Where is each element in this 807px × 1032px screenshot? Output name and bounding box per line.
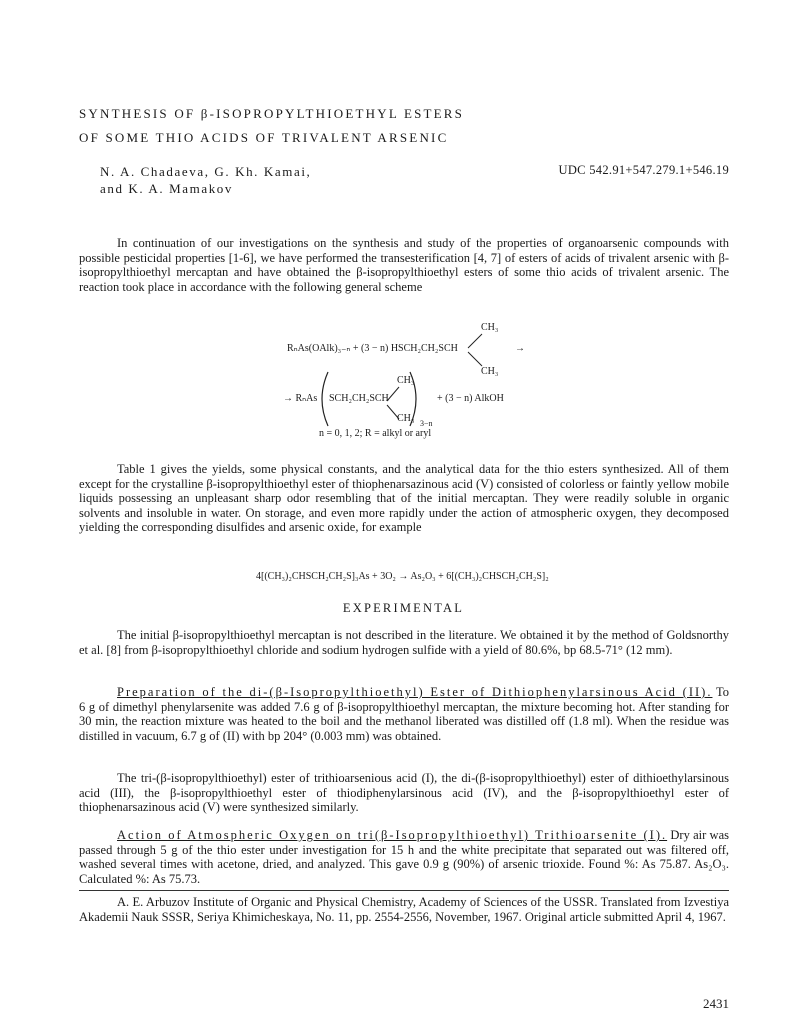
scheme-r2-subscript: 3−n <box>420 419 433 428</box>
atmospheric-oxygen-paragraph <box>79 828 729 886</box>
scheme-r2-lhs: → RₙAs <box>283 393 318 404</box>
preparation-di-ester-text: To 6 g of dimethyl phenylarsenite was added 7.6 g of β-isopropylthioethyl mercaptan, the mixture becoming hot. After standing for 30 min, the reaction mixture was heated to the boil and the methanol liberated was distilled off (1.8 ml). When the residue was distilled in vacuum, 6.7 g of (II) with bp 204° (0.003 mm) was obtained. <box>79 685 730 743</box>
footnote: A. E. Arbuzov Institute of Organic and Physical Chemistry, Academy of Sciences of the USSR. Translated from Izvestiya Akademii Nauk SSSR, Seriya Khimicheskaya, No. 11, pp. 2554-2556, November, 1967. Original article submitted April 4, 1967. <box>79 895 729 924</box>
scheme-r2-ch3-bottom: CH₃ <box>397 413 415 424</box>
udc-code: UDC 542.91+547.279.1+546.19 <box>558 163 729 177</box>
table-paragraph: Table 1 gives the yields, some physical constants, and the analytical data for the thio esters synthesized. All of them except for the crystalline β-isopropylthioethyl ester of thiophenarsazinous acid (V) consisted of colorless or faintly yellow mobile liquids possessing an unpleasant sharp odor resembling that of the initial mercaptan. They were readily soluble in organic solvents and insoluble in water. On storage, and even more rapidly under the action of atmospheric oxygen, they decomposed yielding the corresponding disulfides and arsenic oxide, for example <box>79 462 729 535</box>
scheme-r2-rhs: + (3 − n) AlkOH <box>437 393 504 404</box>
page-number: 2431 <box>703 996 729 1011</box>
preparation-di-ester-heading: Preparation of the di-(β-Isopropylthioethyl) Ester of Dithiophenylarsinous Acid (II). <box>117 685 713 699</box>
scheme-r1-ch3-top: CH₃ <box>481 322 499 333</box>
preparation-di-ester-paragraph <box>79 685 729 743</box>
atmospheric-oxygen-heading: Action of Atmospheric Oxygen on tri(β-Isopropylthioethyl) Trithioarsenite (I). <box>117 828 668 842</box>
experimental-paragraph-3: The tri-(β-isopropylthioethyl) ester of trithioarsenious acid (I), the di-(β-isopropylthioethyl) ester of dithioethylarsinous acid (III), the β-isopropylthioethyl ester of thiodiphenylarsinous acid (IV), and the β-isopropylthioethyl ester of thiophenarsazinous acid (V) were synthesized similarly. <box>79 771 729 815</box>
authors-line-2: and K. A. Mamakov <box>100 181 233 196</box>
atmospheric-oxygen-text: Dry air was passed through 5 g of the thio ester under investigation for 15 h and the white precipitate that separated out was filtered off, washed several times with acetone, dried, and analyzed. This gave 0.9 g (90%) of arsenic trioxide. Found %: As 75.87. As₂O₃. Calculated %: As 75.73. <box>79 828 729 886</box>
intro-paragraph: In continuation of our investigations on the synthesis and study of the properties of organoarsenic compounds with possible pesticidal properties [1-6], we have performed the transesterification [4, 7] of esters of acids of trivalent arsenic with β-isopropylthioethyl mercaptan and have obtained the β-isopropylthioethyl esters of some thio acids of trivalent arsenic. The reaction took place in accordance with the following general scheme <box>79 236 729 294</box>
paper-title <box>79 102 464 150</box>
scheme-condition: n = 0, 1, 2; R = alkyl or aryl <box>319 428 432 439</box>
footnote-rule <box>79 890 729 891</box>
title-line-1: SYNTHESIS OF β-ISOPROPYLTHIOETHYL ESTERS <box>79 106 465 121</box>
oxidation-equation: 4[(CH₃)₂CHSCH₂CH₂S]₃As + 3O₂ → As₂O₃ + 6[(CH₃)₂CHSCH₂CH₂S]₂ <box>256 571 549 582</box>
scheme-r1-ch3-bottom: CH₃ <box>481 366 499 377</box>
scheme-r2-ch3-top: CH₃ <box>397 375 415 386</box>
experimental-heading: EXPERIMENTAL <box>342 601 465 615</box>
scheme-r2-inner: SCH₂CH₂SCH <box>329 393 389 404</box>
scheme-r1-bonds <box>466 330 486 370</box>
authors-line-1: N. A. Chadaeva, G. Kh. Kamai, <box>100 164 312 179</box>
authors <box>100 163 311 197</box>
experimental-paragraph-1: The initial β-isopropylthioethyl mercaptan is not described in the literature. We obtained it by the method of Goldsnorthy et al. [8] from β-isopropylthioethyl chloride and sodium hydrogen sulfide with a yield of 80.6%, bp 68.5-71° (12 mm). <box>79 628 729 657</box>
title-line-2: OF SOME THIO ACIDS OF TRIVALENT ARSENIC <box>79 130 449 145</box>
scheme-r1-arrow: → <box>515 343 525 354</box>
scheme-r1-reactants: RₙAs(OAlk)₃₋ₙ + (3 − n) HSCH₂CH₂SCH <box>287 343 458 354</box>
